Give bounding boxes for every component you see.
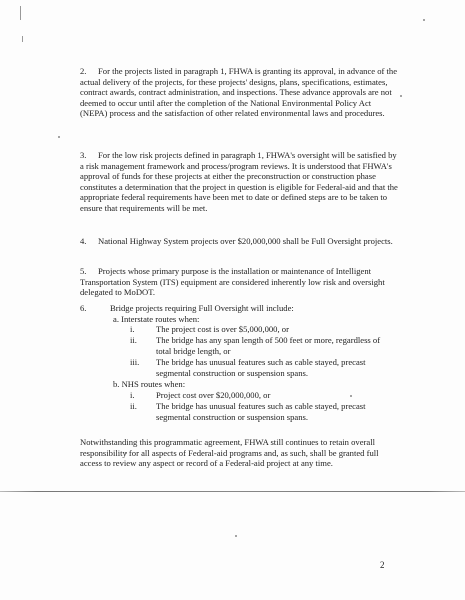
paragraph-text: Projects whose primary purpose is the installation or maintenance of Intelligent Transportation System (ITS) equipment are considered inherently low risk and oversight delegated to MoDOT. — [80, 266, 385, 298]
item-number: ii. — [130, 335, 137, 345]
item-text: The project cost is over $5,000,000, or — [156, 324, 289, 334]
paragraph-3 — [80, 150, 398, 214]
item-number: i. — [130, 390, 135, 400]
scan-speck — [423, 19, 425, 21]
scan-speck — [400, 95, 402, 97]
item-text: The bridge has any span length of 500 feet or more, regardless of total bridge length, or — [156, 335, 381, 356]
closing-text: Notwithstanding this programmatic agreement, FHWA still continues to retain overall responsibility for all aspects of Federal-aid programs and, as such, shall be granted full access to review any aspect or record of a Federal-aid project at any time. — [80, 437, 379, 469]
nhs-routes-label: b. NHS routes when: — [113, 379, 186, 389]
paragraph-number: 4. — [80, 236, 87, 246]
item-text: The bridge has unusual features such as cable stayed, precast segmental construction or suspension spans. — [156, 401, 366, 422]
paragraph-5 — [80, 266, 398, 298]
paragraph-number: 5. — [80, 266, 87, 276]
paragraph-6-number: 6. — [80, 303, 87, 313]
paragraph-number: 3. — [80, 150, 87, 160]
item-text: Project cost over $20,000,000, or — [156, 390, 271, 400]
paragraph-text: National Highway System projects over $20,000,000 shall be Full Oversight projects. — [98, 236, 393, 246]
item-number: iii. — [130, 357, 140, 367]
scan-speck — [235, 535, 237, 537]
paragraph-6-intro: Bridge projects requiring Full Oversight will include: — [110, 303, 294, 313]
paragraph-2 — [80, 66, 398, 119]
interstate-routes-label: a. Interstate routes when: — [113, 314, 200, 324]
paragraph-text: For the low risk projects defined in paragraph 1, FHWA's oversight will be satisfied by a risk management framework and process/program reviews. It is understood that FHWA's approval of funds for these projects at either the preconstruction or construction phase constitutes a determination that the project in question is eligible for Federal-aid and that the appropriate federal requirements have been met to date or defined steps are to be taken to ensure that requirements will be met. — [80, 150, 398, 213]
horizontal-rule — [0, 491, 465, 492]
paragraph-text: For the projects listed in paragraph 1, FHWA is granting its approval, in advance of the actual delivery of the projects, for these projects' designs, plans, specifications, estimates, contract awards, contract administration, and inspections. These advance approvals are not deemed to occur until after the completion of the National Environmental Policy Act (NEPA) process and the satisfaction of other related environmental laws and procedures. — [80, 66, 398, 119]
item-number: ii. — [130, 401, 137, 411]
item-number: i. — [130, 324, 135, 334]
item-text: The bridge has unusual features such as cable stayed, precast segmental construction or suspension spans. — [156, 357, 366, 378]
scan-mark — [20, 6, 21, 20]
page-number: 2 — [380, 560, 385, 570]
closing-paragraph — [80, 437, 394, 469]
scan-mark — [22, 36, 23, 42]
scan-speck — [58, 136, 60, 138]
paragraph-4 — [80, 236, 398, 247]
paragraph-number: 2. — [80, 66, 87, 76]
